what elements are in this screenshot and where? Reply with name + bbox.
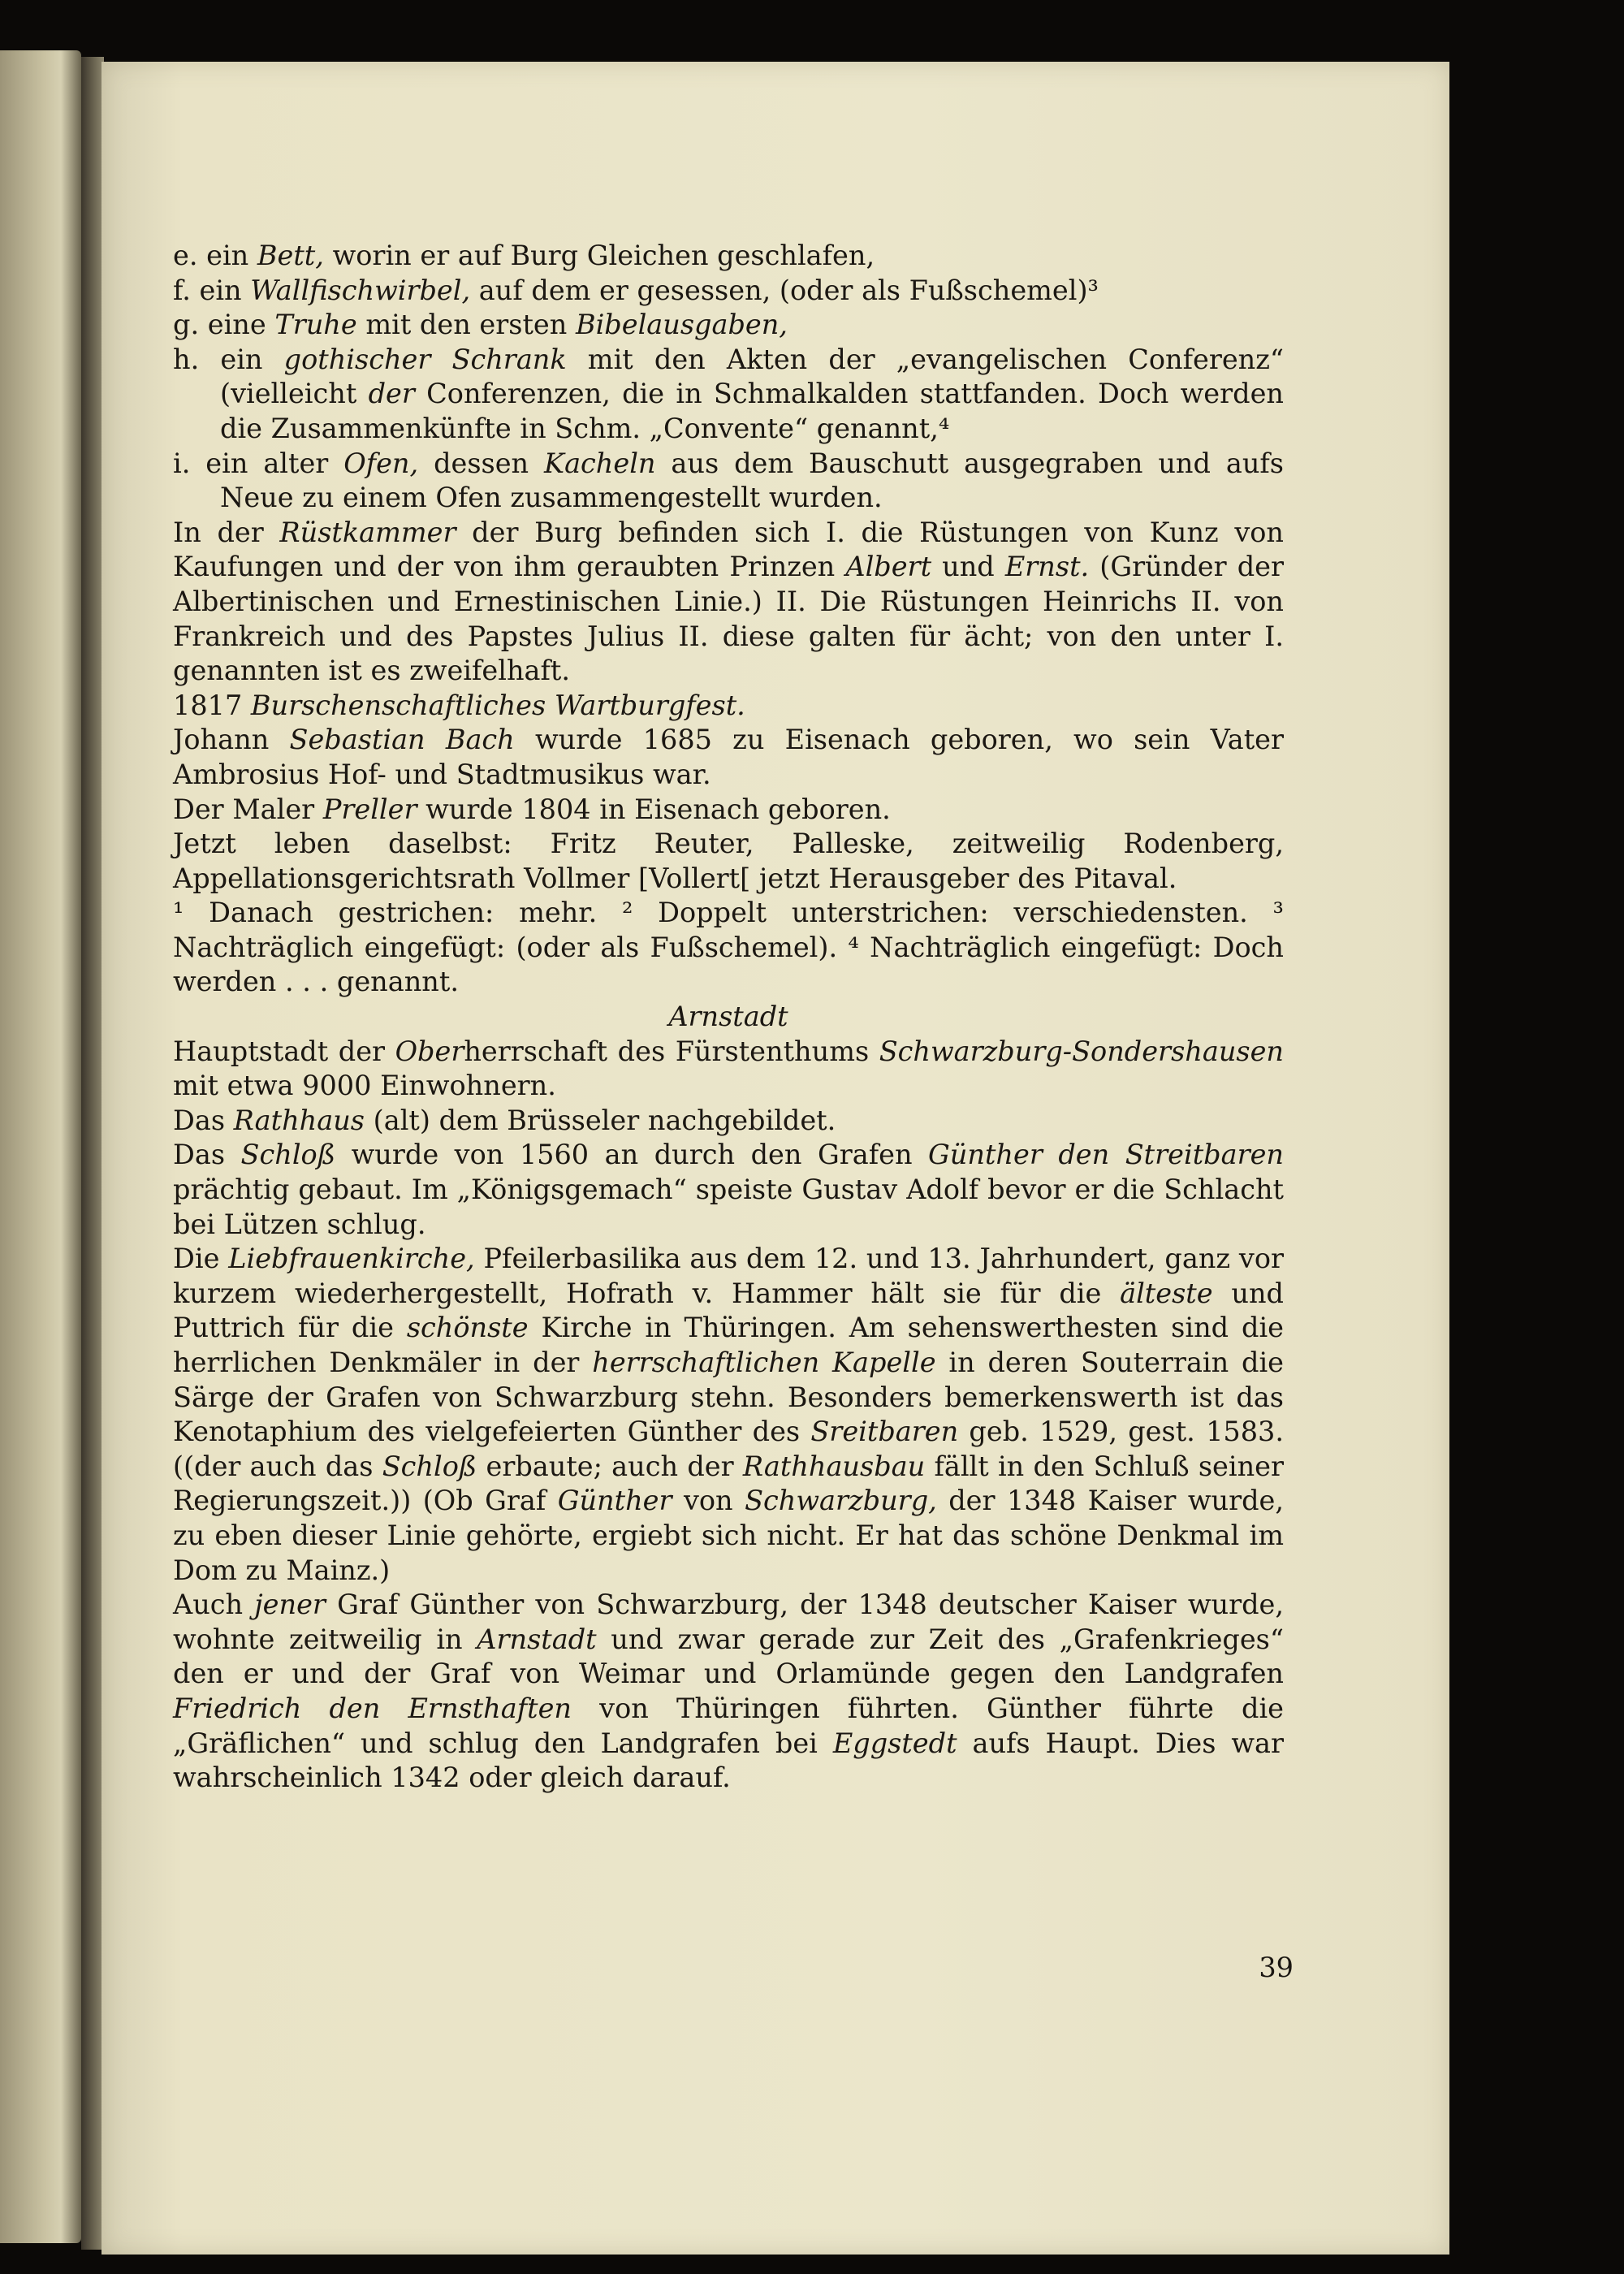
- paragraph-graf-guenther: Auch jener Graf Günther von Schwarzburg, der 1348 deutscher Kaiser wurde, wohnte zeitweilig in Arnstadt und zwar gerade zur Zeit des „Grafenkrieges“ den er und der Graf von Weimar und Orlamünde gegen den Landgrafen Friedrich den Ernsthaften von Thüringen führten. Günther führte die „Gräflichen“ und schlug den Landgrafen bei Eggstedt aufs Haupt. Dies war wahrscheinlich 1342 oder gleich darauf.: [173, 1589, 1284, 1794]
- paragraph-liebfrauenkirche: Die Liebfrauenkirche, Pfeilerbasilika aus dem 12. und 13. Jahrhundert, ganz vor kurzem wiederhergestellt, Hofrath v. Hammer hält sie für die älteste und Puttrich für die schönste Kirche in Thüringen. Am sehenswerthesten sind die herrlichen Denkmäler in der herrschaftlichen Kapelle in deren Souterrain die Särge der Grafen von Schwarzburg stehn. Besonders bemerkenswerth ist das Kenotaphium des vielgefeierten Günther des Sreitbaren geb. 1529, gest. 1583. ((der auch das Schloß erbaute; auch der Rathhausbau fällt in den Schluß seiner Regierungszeit.)) (Ob Graf Günther von Schwarzburg, der 1348 Kaiser wurde, zu eben dieser Linie gehörte, ergiebt sich nicht. Er hat das schöne Denkmal im Dom zu Mainz.): [173, 1243, 1285, 1586]
- footnotes: ¹ Danach gestrichen: mehr. ² Doppelt unterstrichen: verschiedensten. ³ Nachträglich eingefügt: (oder als Fußschemel). ⁴ Nachträglich eingefügt: Doch werden . . . genannt.: [173, 897, 1284, 998]
- paragraph-schloss: Das Schloß wurde von 1560 an durch den Grafen Günther den Streitbaren prächtig gebaut. Im „Königsgemach“ speiste Gustav Adolf bevor er die Schlacht bei Lützen schlug.: [173, 1139, 1284, 1240]
- paragraph-jetzt: Jetzt leben daselbst: Fritz Reuter, Palleske, zeitweilig Rodenberg, Appellationsgerichtsrath Vollmer [Vollert[ jetzt Herausgeber des Pitaval.: [173, 828, 1284, 894]
- book-page: [102, 62, 1449, 2255]
- page-text: [173, 239, 1284, 1796]
- section-heading: Arnstadt: [668, 1001, 788, 1033]
- list-item: h. ein gothischer Schrank mit den Akten der „evangelischen Conferenz“ (vielleicht der Conferenzen, die in Schmalkalden stattfanden. Doch werden die Zusammenkünfte in Schm. „Convente“ genannt,⁴: [173, 343, 1285, 444]
- paragraph-rathhaus: Das Rathhaus (alt) dem Brüsseler nachgebildet.: [173, 1104, 836, 1136]
- paragraph-wartburgfest: 1817 Burschenschaftliches Wartburgfest.: [173, 689, 745, 721]
- paragraph-ruestkammer: In der Rüstkammer der Burg befinden sich I. die Rüstungen von Kunz von Kaufungen und der von ihm geraubten Prinzen Albert und Ernst. (Gründer der Albertinischen und Ernestinischen Linie.) II. Die Rüstungen Heinrichs II. von Frankreich und des Papstes Julius II. diese galten für ächt; von den unter I. genannten ist es zweifelhaft.: [173, 516, 1284, 687]
- list-item: g. eine Truhe mit den ersten Bibelausgaben,: [173, 309, 788, 341]
- facing-page-edge: [0, 50, 81, 2243]
- list-item: f. ein Wallfischwirbel, auf dem er gesessen, (oder als Fußschemel)³: [173, 274, 1099, 306]
- paragraph-preller: Der Maler Preller wurde 1804 in Eisenach geboren.: [173, 793, 891, 825]
- list-item: i. ein alter Ofen, dessen Kacheln aus dem Bauschutt ausgegraben und aufs Neue zu einem Ofen zusammengestellt wurden.: [173, 447, 1284, 514]
- book-gutter: [81, 57, 104, 2250]
- paragraph-hauptstadt: Hauptstadt der Oberherrschaft des Fürstenthums Schwarzburg-Sondershausen mit etwa 9000 Einwohnern.: [173, 1035, 1284, 1102]
- list-item: e. ein Bett, worin er auf Burg Gleichen geschlafen,: [173, 240, 875, 271]
- page-number: 39: [1259, 1952, 1294, 1983]
- paragraph-bach: Johann Sebastian Bach wurde 1685 zu Eisenach geboren, wo sein Vater Ambrosius Hof- und Stadtmusikus war.: [173, 724, 1285, 790]
